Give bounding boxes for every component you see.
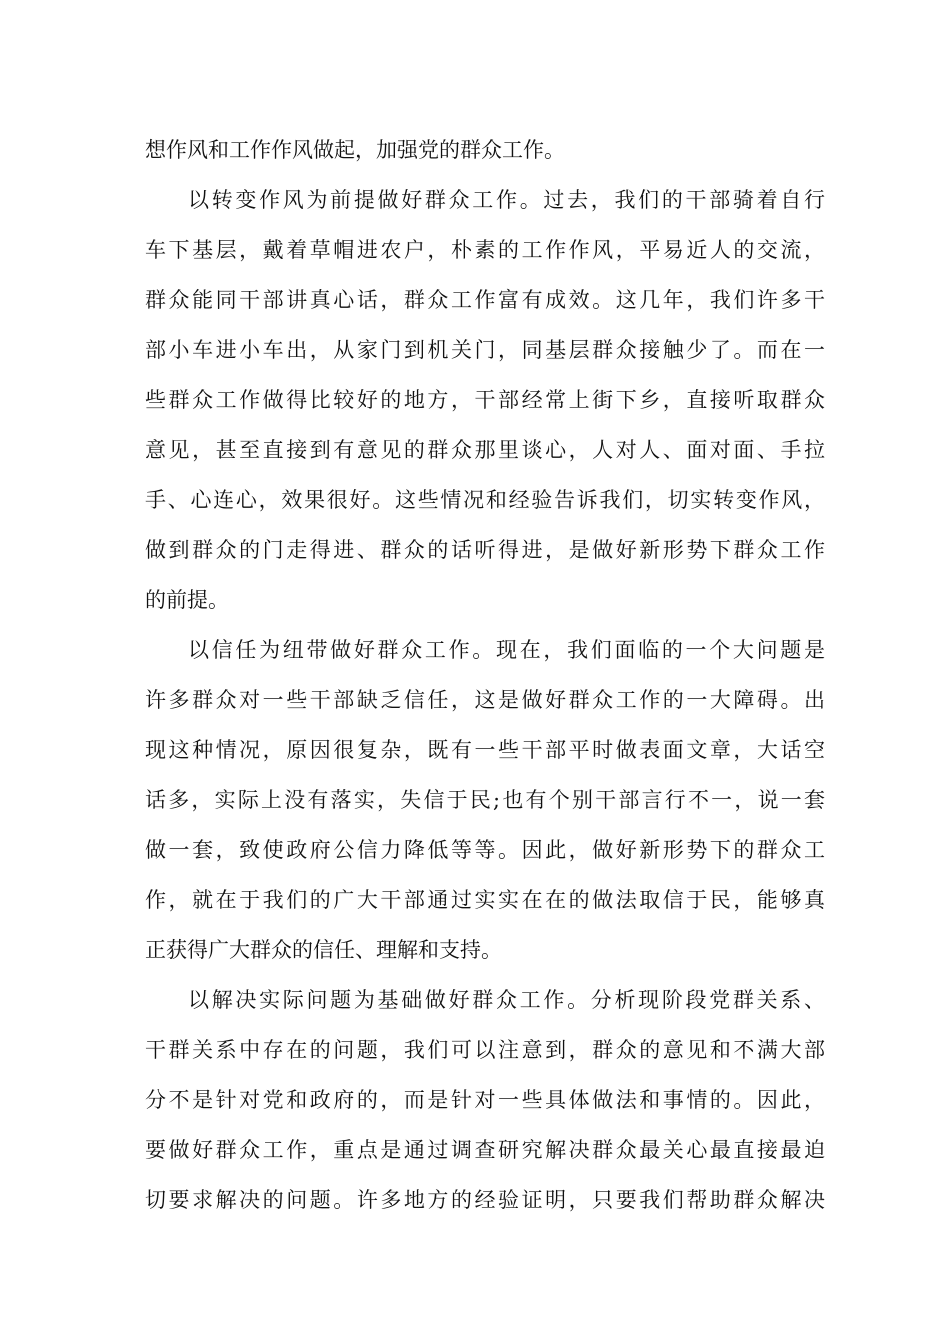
text-line: 做到群众的门走得进、群众的话听得进，是做好新形势下群众工作 xyxy=(145,538,825,562)
text-line: 以信任为纽带做好群众工作。现在，我们面临的一个大问题是 xyxy=(188,638,825,662)
text-line: 切要求解决的问题。许多地方的经验证明，只要我们帮助群众解决 xyxy=(145,1188,825,1212)
text-line: 以转变作风为前提做好群众工作。过去，我们的干部骑着自行 xyxy=(188,188,825,212)
text-line: 车下基层，戴着草帽进农户，朴素的工作作风，平易近人的交流， xyxy=(145,238,825,262)
text-line: 许多群众对一些干部缺乏信任，这是做好群众工作的一大障碍。出 xyxy=(145,688,825,712)
text-line: 做一套，致使政府公信力降低等等。因此，做好新形势下的群众工 xyxy=(145,838,825,862)
text-line: 部小车进小车出，从家门到机关门，同基层群众接触少了。而在一 xyxy=(145,338,825,362)
text-line: 想作风和工作作风做起，加强党的群众工作。 xyxy=(145,138,565,162)
paragraph-4 xyxy=(145,975,825,1225)
text-line: 些群众工作做得比较好的地方，干部经常上街下乡，直接听取群众 xyxy=(145,388,825,412)
text-line: 要做好群众工作，重点是通过调查研究解决群众最关心最直接最迫 xyxy=(145,1138,825,1162)
text-line: 分不是针对党和政府的，而是针对一些具体做法和事情的。因此， xyxy=(145,1088,825,1112)
text-line: 群众能同干部讲真心话，群众工作富有成效。这几年，我们许多干 xyxy=(145,288,825,312)
paragraph-3 xyxy=(145,625,825,975)
text-line: 干群关系中存在的问题，我们可以注意到，群众的意见和不满大部 xyxy=(145,1038,825,1062)
paragraph-2 xyxy=(145,175,825,625)
text-line: 正获得广大群众的信任、理解和支持。 xyxy=(145,938,502,962)
text-line: 话多，实际上没有落实，失信于民;也有个别干部言行不一，说一套 xyxy=(145,788,825,812)
text-line: 作，就在于我们的广大干部通过实实在在的做法取信于民，能够真 xyxy=(145,888,825,912)
text-line: 以解决实际问题为基础做好群众工作。分析现阶段党群关系、 xyxy=(188,988,825,1012)
text-line: 现这种情况，原因很复杂，既有一些干部平时做表面文章，大话空 xyxy=(145,738,825,762)
text-line: 意见，甚至直接到有意见的群众那里谈心，人对人、面对面、手拉 xyxy=(145,438,825,462)
body-text xyxy=(145,125,825,1225)
text-line: 的前提。 xyxy=(145,588,229,612)
paragraph-1 xyxy=(145,125,825,175)
text-line: 手、心连心，效果很好。这些情况和经验告诉我们，切实转变作风， xyxy=(145,488,825,512)
